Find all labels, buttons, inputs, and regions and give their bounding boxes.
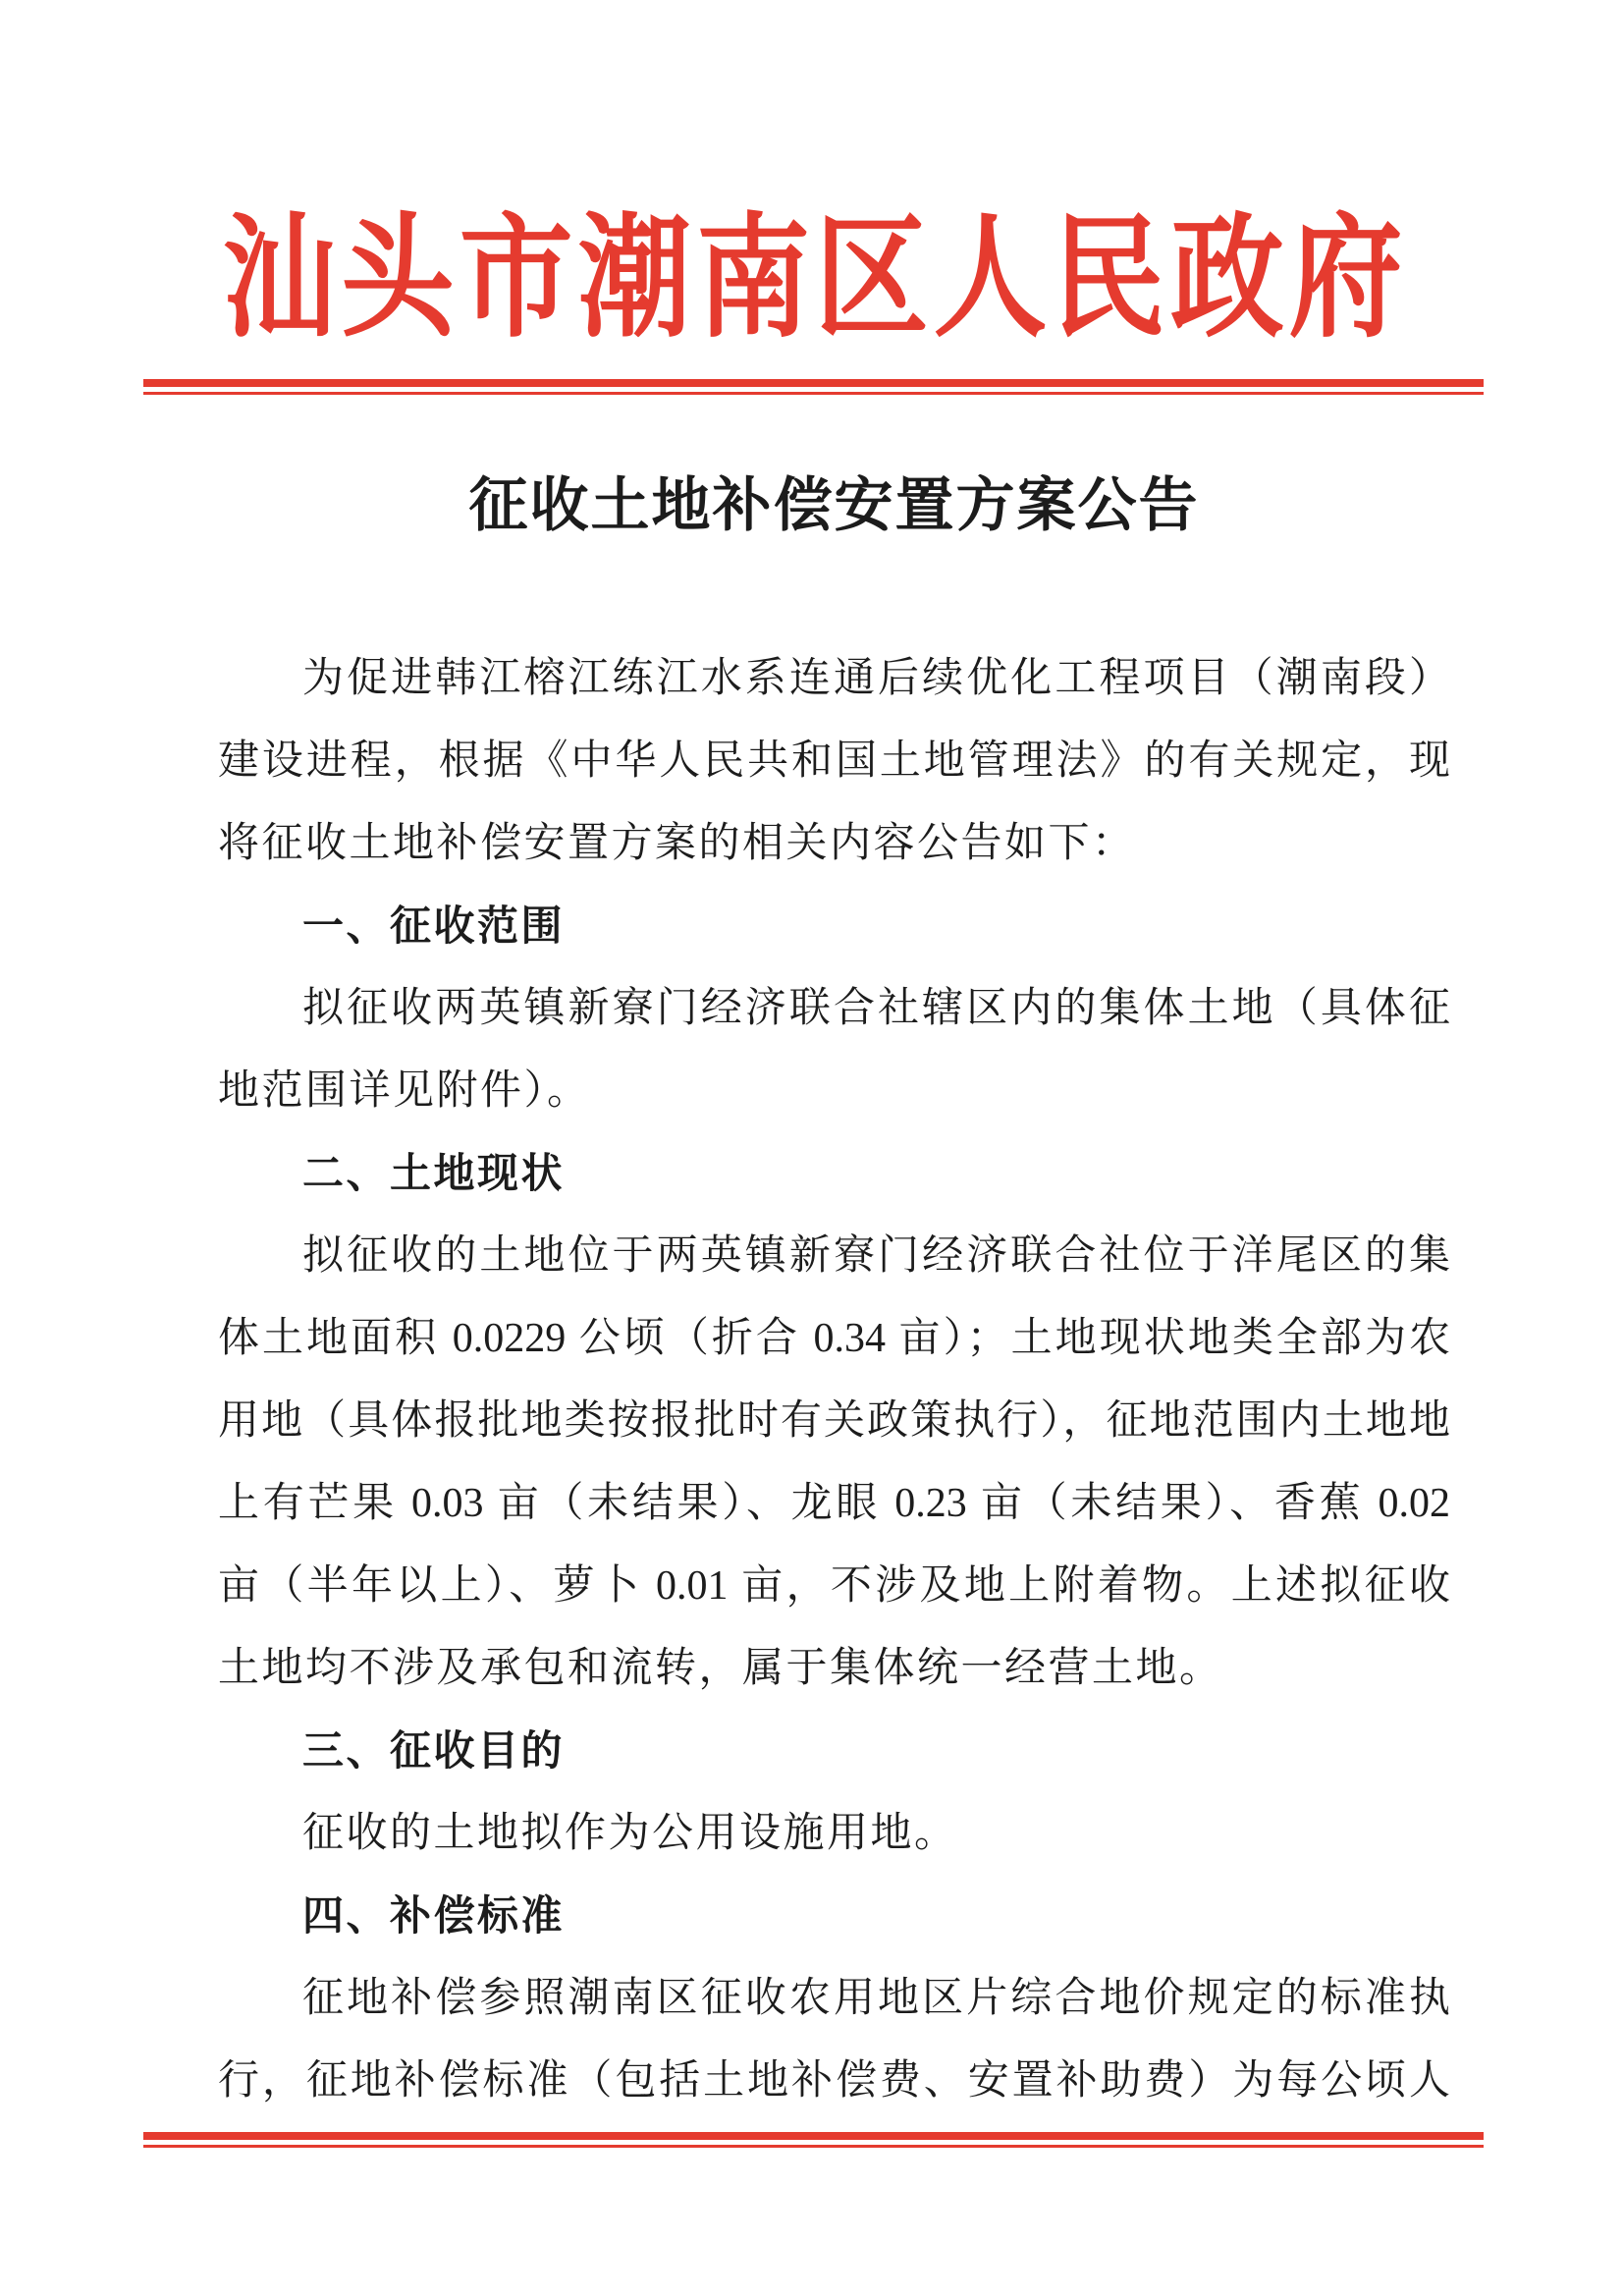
section-line: 亩（半年以上）、萝卜 0.01 亩，不涉及地上附着物。上述拟征收: [218, 1563, 1450, 1609]
section-scope: [218, 885, 1450, 1132]
section-line: 上有芒果 0.03 亩（未结果）、龙眼 0.23 亩（未结果）、香蕉 0.02: [218, 1481, 1450, 1526]
intro-line: 将征收土地补偿安置方案的相关内容公告如下：: [218, 821, 1136, 866]
document-body: [218, 637, 1450, 2122]
section-line: 行，征地补偿标准（包括土地补偿费、安置补助费）为每公顷人: [218, 2058, 1450, 2104]
footer-red-rule-thick: [143, 2132, 1484, 2140]
issuing-authority-name: 汕头市潮南区人民政府: [222, 199, 1408, 356]
section-1-heading: 一、征收范围: [302, 902, 566, 950]
section-compensation: [218, 1875, 1450, 2122]
section-line: 征收的土地拟作为公用设施用地。: [302, 1811, 958, 1856]
section-purpose: [218, 1710, 1450, 1875]
section-land-status: [218, 1132, 1450, 1710]
section-line: 拟征收的土地位于两英镇新寮门经济联合社位于洋尾区的集: [302, 1233, 1450, 1279]
section-4-heading: 四、补偿标准: [302, 1891, 566, 1940]
intro-line: 建设进程，根据《中华人民共和国土地管理法》的有关规定，现: [218, 738, 1450, 784]
section-line: 征地补偿参照潮南区征收农用地区片综合地价规定的标准执: [302, 1976, 1450, 2021]
section-2-heading: 二、土地现状: [302, 1149, 566, 1197]
section-line: 地范围详见附件）。: [218, 1068, 591, 1114]
red-letterhead: [0, 199, 1623, 356]
section-line: 土地均不涉及承包和流转，属于集体统一经营土地。: [218, 1646, 1223, 1691]
intro-line: 为促进韩江榕江练江水系连通后续优化工程项目（潮南段）: [302, 656, 1450, 701]
section-3-heading: 三、征收目的: [302, 1726, 566, 1775]
intro-paragraph: [218, 637, 1450, 885]
header-red-rule-thin: [143, 392, 1484, 395]
section-line: 用地（具体报批地类按报批时有关政策执行），征地范围内土地地: [218, 1398, 1450, 1444]
section-line: 拟征收两英镇新寮门经济联合社辖区内的集体土地（具体征: [302, 986, 1450, 1031]
header-red-rule-thick: [143, 379, 1484, 387]
section-line: 体土地面积 0.0229 公顷（折合 0.34 亩）；土地现状地类全部为农: [218, 1316, 1450, 1361]
footer-red-rule-thin: [143, 2145, 1484, 2148]
document-title: 征收土地补偿安置方案公告: [468, 471, 1200, 540]
